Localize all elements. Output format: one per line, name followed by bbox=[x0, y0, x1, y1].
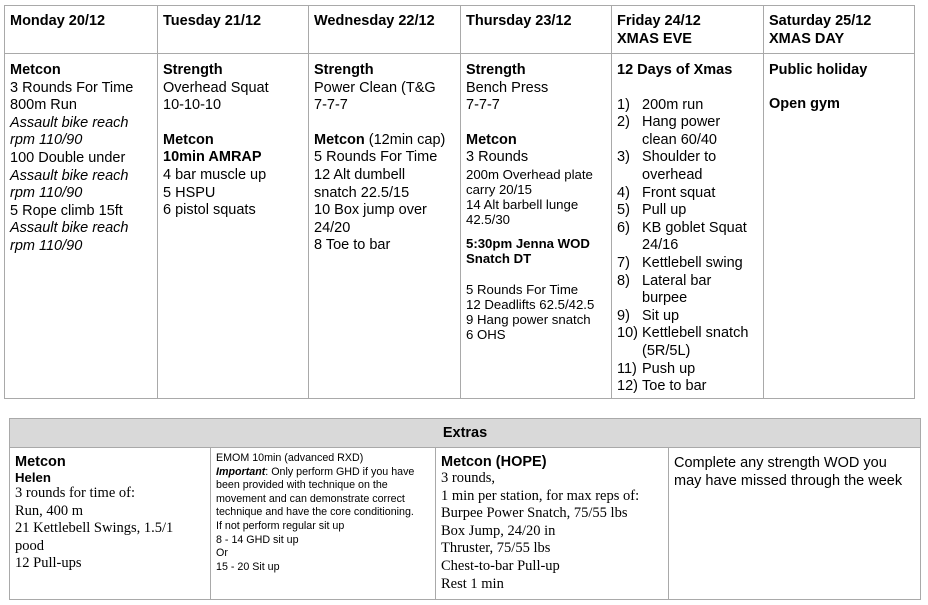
workout-line: 6 OHS bbox=[466, 326, 506, 342]
important-text: : Only perform GHD if you have been provided with technique on the movement and can demonstrate correct technique and have the core conditioning. bbox=[216, 465, 415, 519]
workout-friday bbox=[612, 54, 764, 399]
xmas-list-item bbox=[617, 149, 758, 184]
workout-line: Chest-to-bar Pull-up bbox=[441, 557, 560, 574]
section-heading: Strength bbox=[466, 62, 526, 78]
xmas-list-item bbox=[617, 273, 758, 308]
day-header-line: Thursday 23/12 bbox=[466, 13, 572, 29]
xmas-list-item bbox=[617, 185, 758, 203]
xmas-list-item bbox=[617, 202, 758, 220]
workout-line: 5 Rounds For Time bbox=[466, 281, 579, 297]
day-header-line: Saturday 25/12 bbox=[769, 13, 872, 29]
item-text-line: Toe to bar bbox=[642, 378, 707, 395]
xmas-list-item bbox=[617, 308, 758, 326]
section-heading: Metcon bbox=[10, 62, 61, 78]
workout-line: 6 pistol squats bbox=[163, 202, 256, 219]
workout-line: 10 Box jump over bbox=[314, 202, 427, 219]
extras-row bbox=[10, 448, 921, 600]
workout-line: 15 - 20 Sit up bbox=[216, 560, 280, 573]
xmas-list-item bbox=[617, 325, 758, 360]
item-text-line: Sit up bbox=[642, 307, 680, 324]
spacer bbox=[466, 227, 606, 236]
xmas-list-item bbox=[617, 114, 758, 149]
workout-line: 3 rounds, bbox=[441, 470, 495, 486]
workout-line: Assault bike reach bbox=[10, 114, 129, 131]
item-text-line: Kettlebell swing bbox=[642, 254, 743, 271]
xmas-exercise-list bbox=[617, 97, 758, 396]
workout-line: Or bbox=[216, 547, 228, 560]
helen-heading: Metcon bbox=[15, 454, 66, 470]
workout-line: 14 Alt barbell lunge bbox=[466, 196, 579, 212]
item-text bbox=[642, 185, 715, 203]
workout-line: snatch 22.5/15 bbox=[314, 184, 410, 201]
workout-line: Box Jump, 24/20 in bbox=[441, 522, 556, 539]
workout-line: 3 Rounds bbox=[466, 149, 529, 166]
item-text bbox=[642, 114, 720, 149]
helen-subtitle: Helen bbox=[15, 470, 51, 485]
section-heading: Snatch DT bbox=[466, 250, 532, 266]
workout-wednesday bbox=[309, 54, 461, 399]
workout-line: 1 min per station, for max reps of: bbox=[441, 487, 640, 504]
item-number: 9) bbox=[617, 307, 630, 324]
item-text-line: 24/16 bbox=[642, 237, 679, 254]
item-text-line: Kettlebell snatch bbox=[642, 325, 749, 342]
extras-title: Extras bbox=[10, 419, 921, 448]
workout-line: Overhead Squat bbox=[163, 79, 269, 96]
workout-line: Bench Press bbox=[466, 79, 549, 96]
workout-line: If not perform regular sit up bbox=[216, 519, 345, 532]
workout-line: rpm 110/90 bbox=[10, 132, 83, 149]
workout-line: rpm 110/90 bbox=[10, 185, 83, 202]
metcon-heading-line bbox=[314, 132, 455, 150]
workout-row bbox=[5, 54, 915, 399]
item-text bbox=[642, 308, 679, 326]
workout-line: Power Clean (T&G bbox=[314, 79, 436, 96]
section-heading: Public holiday bbox=[769, 62, 868, 78]
xmas-list-item bbox=[617, 97, 758, 115]
workout-line: 7-7-7 bbox=[466, 97, 500, 114]
item-number: 5) bbox=[617, 202, 630, 219]
xmas-list-item bbox=[617, 220, 758, 255]
spacer bbox=[466, 266, 606, 282]
strength-heading: Strength bbox=[314, 62, 374, 78]
workout-saturday bbox=[764, 54, 915, 399]
workout-tuesday bbox=[158, 54, 309, 399]
workout-line: 4 bar muscle up bbox=[163, 166, 267, 183]
workout-line: carry 20/15 bbox=[466, 181, 532, 197]
spacer bbox=[466, 115, 606, 132]
workout-line: 9 Hang power snatch bbox=[466, 311, 591, 327]
section-heading: Open gym bbox=[769, 95, 840, 112]
day-header-saturday bbox=[764, 6, 915, 54]
xmas-title: 12 Days of Xmas bbox=[617, 62, 733, 78]
item-text-line: Front squat bbox=[642, 184, 716, 201]
xmas-list-item bbox=[617, 378, 758, 396]
extras-helen bbox=[10, 448, 211, 600]
day-header-tuesday bbox=[158, 6, 309, 54]
workout-line: rpm 110/90 bbox=[10, 237, 83, 254]
item-number: 2) bbox=[617, 114, 630, 131]
workout-line: 21 Kettlebell Swings, 1.5/1 bbox=[15, 520, 174, 537]
day-header-line: Friday 24/12 bbox=[617, 13, 701, 29]
workout-line: 5 Rounds For Time bbox=[314, 149, 438, 166]
workout-line: 8 - 14 GHD sit up bbox=[216, 533, 299, 546]
day-header-row bbox=[5, 6, 915, 54]
important-label: Important bbox=[216, 465, 266, 478]
day-header-line: Monday 20/12 bbox=[10, 13, 106, 29]
item-text bbox=[642, 149, 716, 184]
day-header-thursday bbox=[461, 6, 612, 54]
weekly-schedule-table bbox=[4, 5, 915, 399]
workout-line: 800m Run bbox=[10, 97, 77, 114]
hope-heading: Metcon (HOPE) bbox=[441, 454, 547, 470]
workout-line: 3 Rounds For Time bbox=[10, 79, 134, 96]
extras-emom bbox=[211, 448, 436, 600]
workout-line: pood bbox=[15, 537, 44, 554]
workout-line: Burpee Power Snatch, 75/55 lbs bbox=[441, 505, 628, 522]
spacer bbox=[163, 115, 303, 132]
item-text-line: Shoulder to bbox=[642, 149, 717, 166]
item-text-line: (5R/5L) bbox=[642, 342, 691, 359]
section-heading: Strength bbox=[163, 62, 223, 78]
item-text-line: clean 60/40 bbox=[642, 131, 717, 148]
workout-line: 7-7-7 bbox=[314, 97, 348, 114]
emom-important-note bbox=[216, 466, 430, 520]
item-text bbox=[642, 255, 743, 273]
workout-line: 10-10-10 bbox=[163, 97, 222, 114]
item-text-line: Lateral bar bbox=[642, 272, 712, 289]
item-text-line: 200m run bbox=[642, 96, 704, 113]
metcon-heading: Metcon bbox=[314, 131, 365, 148]
day-header-wednesday bbox=[309, 6, 461, 54]
workout-thursday bbox=[461, 54, 612, 399]
metcon-cap-note: (12min cap) bbox=[364, 131, 446, 148]
item-text bbox=[642, 202, 686, 220]
workout-line: 12 Deadlifts 62.5/42.5 bbox=[466, 296, 595, 312]
item-number: 1) bbox=[617, 96, 630, 113]
section-heading: Metcon bbox=[466, 131, 517, 148]
spacer bbox=[769, 80, 909, 96]
item-text bbox=[642, 97, 703, 115]
item-text-line: KB goblet Squat bbox=[642, 219, 747, 236]
item-text bbox=[642, 378, 707, 396]
workout-line: Thruster, 75/55 lbs bbox=[441, 540, 551, 557]
item-number: 10) bbox=[617, 325, 638, 342]
workout-line: 100 Double under bbox=[10, 149, 126, 166]
workout-line: Run, 400 m bbox=[15, 502, 84, 519]
section-heading: 5:30pm Jenna WOD bbox=[466, 235, 590, 251]
item-number: 3) bbox=[617, 149, 630, 166]
section-heading: Metcon bbox=[163, 131, 214, 148]
item-text bbox=[642, 361, 695, 379]
item-number: 6) bbox=[617, 219, 630, 236]
complete-note: Complete any strength WOD you may have missed through the week bbox=[674, 455, 903, 489]
workout-line: Assault bike reach bbox=[10, 167, 129, 184]
item-number: 8) bbox=[617, 272, 630, 289]
workout-line: 5 Rope climb 15ft bbox=[10, 202, 123, 219]
workout-line: 5 HSPU bbox=[163, 184, 216, 201]
extras-complete bbox=[669, 448, 921, 600]
xmas-list-item bbox=[617, 255, 758, 273]
day-header-line: Tuesday 21/12 bbox=[163, 13, 262, 29]
item-number: 11) bbox=[617, 360, 637, 377]
helen-lines bbox=[15, 485, 205, 573]
item-text bbox=[642, 273, 711, 308]
item-text-line: burpee bbox=[642, 290, 688, 307]
workout-line: 24/20 bbox=[314, 219, 351, 236]
workout-line: Rest 1 min bbox=[441, 575, 504, 592]
item-number: 7) bbox=[617, 254, 630, 271]
workout-line: 12 Alt dumbell bbox=[314, 166, 406, 183]
day-header-subtitle: XMAS EVE bbox=[617, 30, 692, 47]
day-header-line: Wednesday 22/12 bbox=[314, 13, 435, 29]
workout-monday bbox=[5, 54, 158, 399]
workout-line: 12 Pull-ups bbox=[15, 555, 82, 572]
workout-line: Assault bike reach bbox=[10, 220, 129, 237]
item-text-line: Hang power bbox=[642, 114, 721, 131]
emom-heading: EMOM 10min (advanced RXD) bbox=[216, 452, 364, 464]
xmas-list-item bbox=[617, 361, 758, 379]
workout-line: 8 Toe to bar bbox=[314, 237, 391, 254]
workout-line: 200m Overhead plate bbox=[466, 166, 593, 182]
item-text-line: Push up bbox=[642, 360, 696, 377]
section-heading: 10min AMRAP bbox=[163, 149, 262, 166]
workout-line: 42.5/30 bbox=[466, 211, 510, 227]
day-header-monday bbox=[5, 6, 158, 54]
extras-hope bbox=[436, 448, 669, 600]
workout-line: 3 rounds for time of: bbox=[15, 485, 136, 501]
day-header-friday bbox=[612, 6, 764, 54]
item-number: 12) bbox=[617, 378, 638, 395]
item-number: 4) bbox=[617, 184, 630, 201]
extras-table bbox=[9, 418, 921, 600]
item-text-line: overhead bbox=[642, 166, 703, 183]
day-header-subtitle: XMAS DAY bbox=[769, 30, 845, 47]
item-text bbox=[642, 220, 747, 255]
item-text-line: Pull up bbox=[642, 202, 687, 219]
item-text bbox=[642, 325, 748, 360]
